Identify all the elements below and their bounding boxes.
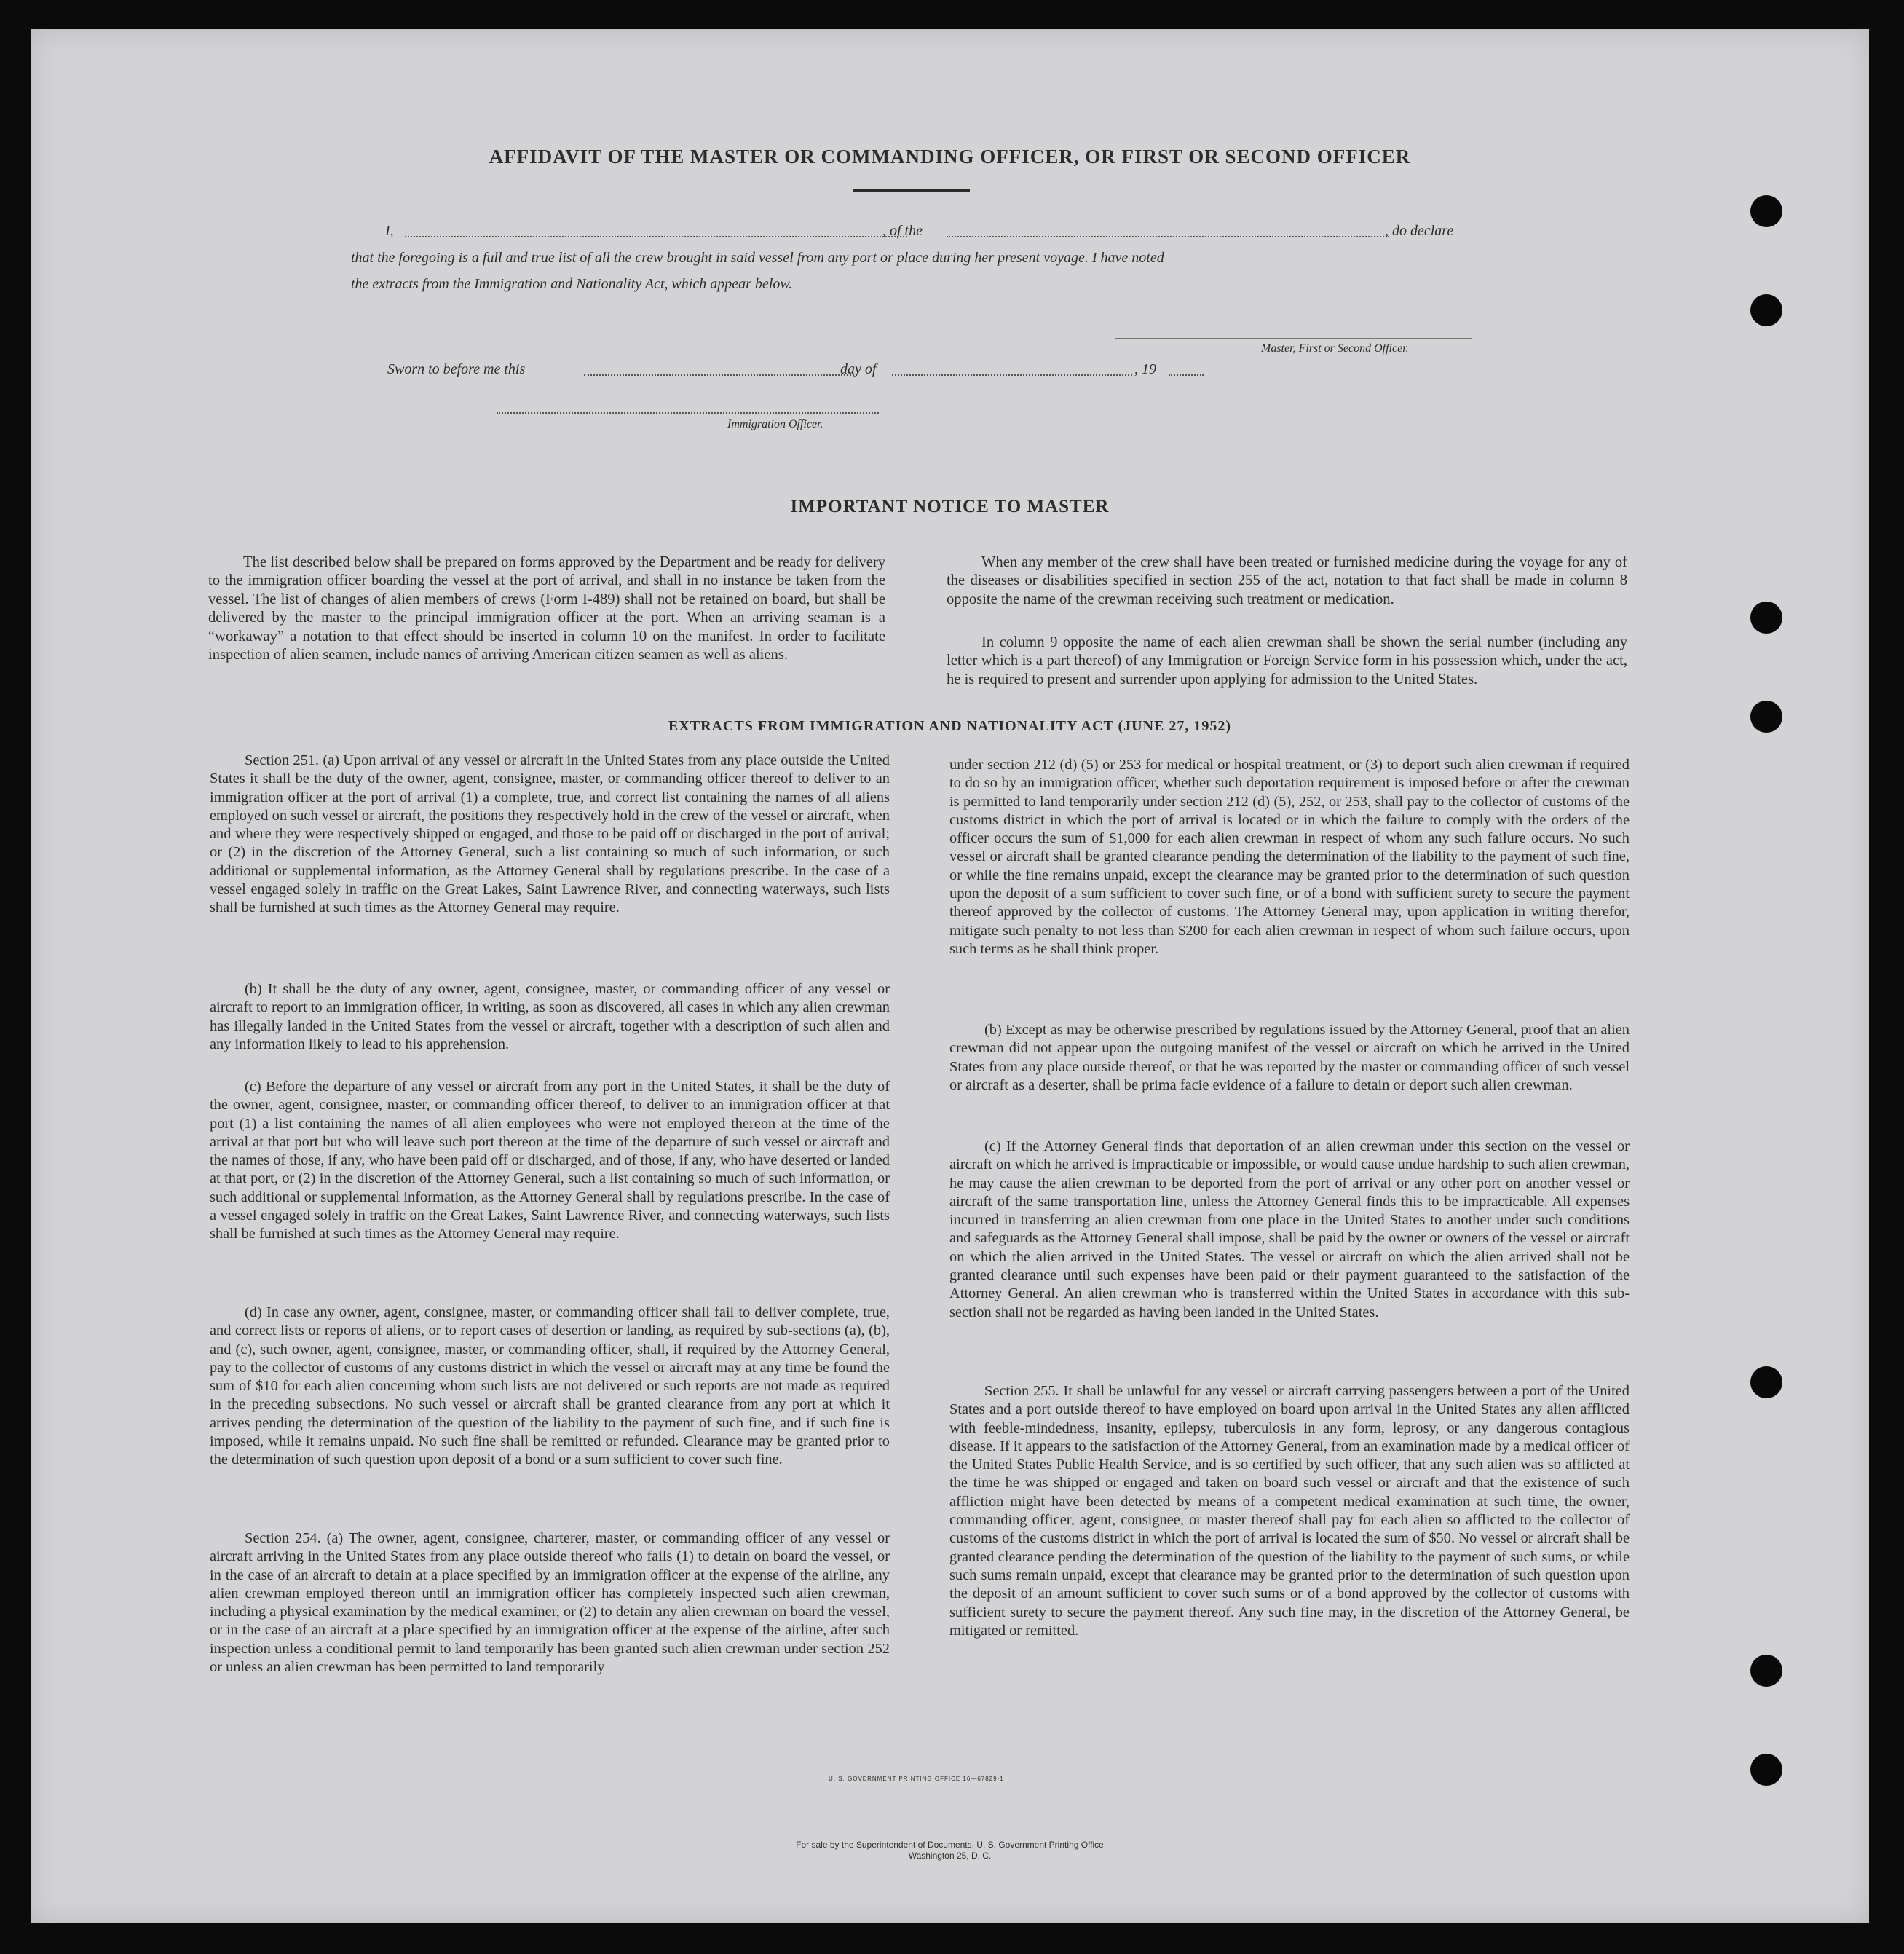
day-of-label: day of <box>840 361 877 377</box>
master-label: Master, First or Second Officer. <box>1261 342 1409 355</box>
notice-right-paragraph-2: In column 9 opposite the name of each alien crewman shall be shown the serial number (including any letter which is a part thereof) of any Immigration or Foreign Service form in his possession which, under the act, he is required to present and surrender upon applying for admission to the United States. <box>947 634 1627 688</box>
sworn-year-field[interactable] <box>1169 374 1204 376</box>
statement-line-1: that the foregoing is a full and true list of all the crew brought in said vessel from any port or place during her present voyage. I have noted <box>351 250 1164 266</box>
officer-label: Immigration Officer. <box>727 418 823 430</box>
sale-line-1: For sale by the Superintendent of Documents, U. S. Government Printing Office <box>796 1840 1104 1850</box>
master-signature-line[interactable] <box>1115 338 1472 339</box>
affidavit-title: AFFIDAVIT OF THE MASTER OR COMMANDING OFFICER, OR FIRST OR SECOND OFFICER <box>489 146 1411 168</box>
year-label: , 19 <box>1134 361 1156 377</box>
punch-hole <box>1750 602 1782 634</box>
officer-signature-line[interactable] <box>497 412 879 414</box>
section-251d: (d) In case any owner, agent, consignee, master, or commanding officer shall fail to deliver complete, true, and correct lists or reports of aliens, or to report cases of desertion or landing, as required by sub-sections (a), (b), and (c), such owner, agent, consignee, master, or commanding officer, shall, if required by the Attorney General, pay to the collector of customs of any customs district in which the vessel or aircraft may at any time be found the sum of $10 for each alien concerning whom such lists are not delivered or such reports are not made as required in the preceding subsections. No such vessel or aircraft shall be granted clearance from any port at which it arrives pending the determination of the question of the liability to the payment of such fine, and if such fine is imposed, while it remains unpaid. No such fine shall be remitted or refunded. Clearance may be granted prior to the determination of such question upon deposit of a bond or a sum sufficient to cover such fine. <box>210 1304 890 1468</box>
vessel-field[interactable] <box>947 236 1389 237</box>
section-254a: Section 254. (a) The owner, agent, consignee, charterer, master, or commanding officer of any vessel or aircraft arriving in the United States from any place outside thereof who fails (1) to detain on board the vessel, or in the case of an aircraft to detain at a place specified by an immigration officer at the expense of the airline, any alien crewman employed thereon until an immigration officer has completely inspected such alien crewman, including a physical examination by the medical examiner, or (2) to detain any alien crewman on board the vessel, or in the case of an aircraft at a place specified by an immigration officer at the expense of the airline, after such inspection unless a conditional permit to land temporarily has been granted such alien crewman under section 252 or unless an alien crewman has been permitted to land temporarily <box>210 1530 890 1676</box>
gpo-imprint: U. S. GOVERNMENT PRINTING OFFICE 16—67829-1 <box>829 1776 1004 1782</box>
of-the-label: , of the <box>882 223 923 239</box>
punch-hole <box>1750 195 1782 227</box>
name-field[interactable] <box>405 236 907 237</box>
notice-title: IMPORTANT NOTICE TO MASTER <box>790 497 1110 516</box>
section-254b: (b) Except as may be otherwise prescribed by regulations issued by the Attorney General, proof that an alien crewman did not appear upon the outgoing manifest of the vessel or aircraft on which he arrived in the United States from any place outside thereof, or that he was reported by the master or commanding officer of such vessel or aircraft as a deserter, shall be prima facie evidence of a failure to detain or deport such alien crewman. <box>949 1022 1630 1093</box>
notice-left-paragraph: The list described below shall be prepared on forms approved by the Department and be ready for delivery to the immigration officer boarding the vessel at the port of arrival, and shall in no instance be taken from the vessel. The list of changes of alien members of crews (Form I-489) shall not be retained on board, but shall be delivered by the master to the principal immigration officer at the port. When an arriving seaman is a “workaway” a notation to that effect should be inserted in column 10 on the manifest. In order to facilitate inspection of alien seamen, include names of arriving American citizen seamen as well as aliens. <box>208 554 885 663</box>
punch-hole <box>1750 1366 1782 1398</box>
notice-right-paragraph-1: When any member of the crew shall have been treated or furnished medicine during the voyage for any of the diseases or disabilities specified in section 255 of the act, notation to that fact shall be made in column 8 opposite the name of the crewman receiving such treatment or medication. <box>947 554 1627 607</box>
sworn-month-field[interactable] <box>892 374 1132 376</box>
section-251a: Section 251. (a) Upon arrival of any vessel or aircraft in the United States from any place outside the United States it shall be the duty of the owner, agent, consignee, master, or commanding officer thereof to deliver to an immigration officer at the port of arrival (1) a complete, true, and correct list containing the names of all aliens employed on such vessel or aircraft, the positions they respectively hold in the crew of the vessel or aircraft, when and where they were respectively shipped or engaged, and those to be paid off or discharged in the port of arrival; or (2) in the discretion of the Attorney General, such a list containing so much of such information, or such additional or supplemental information, as the Attorney General shall by regulations prescribe. In the case of a vessel engaged solely in traffic on the Great Lakes, Saint Lawrence River, and connecting waterways, such lists shall be furnished at such times as the Attorney General may require. <box>210 752 890 916</box>
sworn-label: Sworn to before me this <box>387 361 526 377</box>
sale-line-2: Washington 25, D. C. <box>908 1851 992 1861</box>
extracts-title: EXTRACTS FROM IMMIGRATION AND NATIONALITY ACT (JUNE 27, 1952) <box>668 718 1232 734</box>
section-254a-continued: under section 212 (d) (5) or 253 for medical or hospital treatment, or (3) to deport such alien crewman if required to do so by an immigration officer, whether such deportation requirement is imposed before or after the crewman is permitted to land temporarily under section 212 (d) (5), 252, or 253, shall pay to the collector of customs of the customs district in which the port of arrival is located or in which the failure to comply with the orders of the officer occurs the sum of $1,000 for each alien crewman in respect of whom any such failure occurs. No such vessel or aircraft shall be granted clearance pending the determination of the liability to the payment of such fine, or while the fine remains unpaid, except the clearance may be granted prior to the determination of such question upon the deposit of a sum sufficient to cover such fine, or of a bond with sufficient surety to secure the payment thereof approved by the collector of customs. The Attorney General may, upon application in writing therefor, mitigate such penalty to not less than $200 for each alien crewman in respect of whom such failure occurs, upon such terms as he shall think proper. <box>949 757 1630 957</box>
document-page <box>31 29 1869 1923</box>
section-251c: (c) Before the departure of any vessel or aircraft from any port in the United States, it shall be the duty of the owner, agent, consignee, master, or commanding officer thereof, to deliver to an immigration officer at that port (1) a list containing the names of all alien employees who were not employed thereon at the time of the arrival at that port but who will leave such port thereon at the time of the departure of such vessel or aircraft and the names of those, if any, who have been paid off or discharged, and of those, if any, who have deserted or landed at that port, or (2) in the discretion of the Attorney General, such a list containing so much of such information, or such additional or supplemental information, as the Attorney General shall by regulations prescribe. In the case of a vessel engaged solely in traffic on the Great Lakes, Saint Lawrence River, and connecting waterways, such lists shall be furnished at such times as the Attorney General may require. <box>210 1079 890 1242</box>
i-label: I, <box>385 223 394 239</box>
punch-hole <box>1750 1754 1782 1786</box>
section-251b: (b) It shall be the duty of any owner, agent, consignee, master, or commanding officer of any vessel or aircraft to report to an immigration officer, in writing, as soon as discovered, all cases in which any alien crewman has illegally landed in the United States from the vessel or aircraft, together with a description of such alien and any information likely to lead to his apprehension. <box>210 981 890 1052</box>
section-255: Section 255. It shall be unlawful for any vessel or aircraft carrying passengers between a port of the United States and a port outside thereof to have employed on board upon arrival in the United States any alien afflicted with feeble-mindedness, insanity, epilepsy, tuberculosis in any form, leprosy, or any dangerous contagious disease. If it appears to the satisfaction of the Attorney General, from an examination made by a medical officer of the United States Public Health Service, and is so certified by such officer, that any such alien was so afflicted at the time he was shipped or engaged and taken on board such vessel or aircraft and that the existence of such affliction might have been detected by means of a competent medical examination at such time, the owner, commanding officer, agent, consignee, or master thereof shall pay for each alien so afflicted to the collector of customs of the customs district in which the port of arrival is located the sum of $50. No vessel or aircraft shall be granted clearance pending the determination of the question of the liability to the payment of such sums, or while such sums remain unpaid, except that clearance may be granted prior to the determination of such question upon the deposit of an amount sufficient to cover such sums or of a bond approved by the collector of customs with sufficient surety to secure the payment thereof. Any such fine may, in the discretion of the Attorney General, be mitigated or remitted. <box>949 1383 1630 1639</box>
statement-line-2: the extracts from the Immigration and Nationality Act, which appear below. <box>351 276 793 292</box>
sworn-day-field[interactable] <box>584 374 857 376</box>
section-254c: (c) If the Attorney General finds that deportation of an alien crewman under this section on the vessel or aircraft on which he arrived is impracticable or impossible, or would cause undue hardship to such alien crewman, he may cause the alien crewman to be deported from the port of arrival or any other port on another vessel or aircraft of the same transportation line, unless the Attorney General finds this to be impracticable. All expenses incurred in transferring an alien crewman from one place in the United States to another under such conditions and safeguards as the Attorney General shall impose, shall be paid by the owner or owners of the vessel or aircraft on which the alien arrived in the United States. The vessel or aircraft on which the alien arrived shall not be granted clearance until such expenses have been paid or their payment guaranteed to the satisfaction of the Attorney General. An alien crewman who is transferred within the United States in accordance with this sub-section shall not be regarded as having been landed in the United States. <box>949 1138 1630 1320</box>
punch-hole <box>1750 294 1782 326</box>
punch-hole <box>1750 1655 1782 1687</box>
title-rule <box>853 189 970 192</box>
declare-label: , do declare <box>1385 223 1454 239</box>
